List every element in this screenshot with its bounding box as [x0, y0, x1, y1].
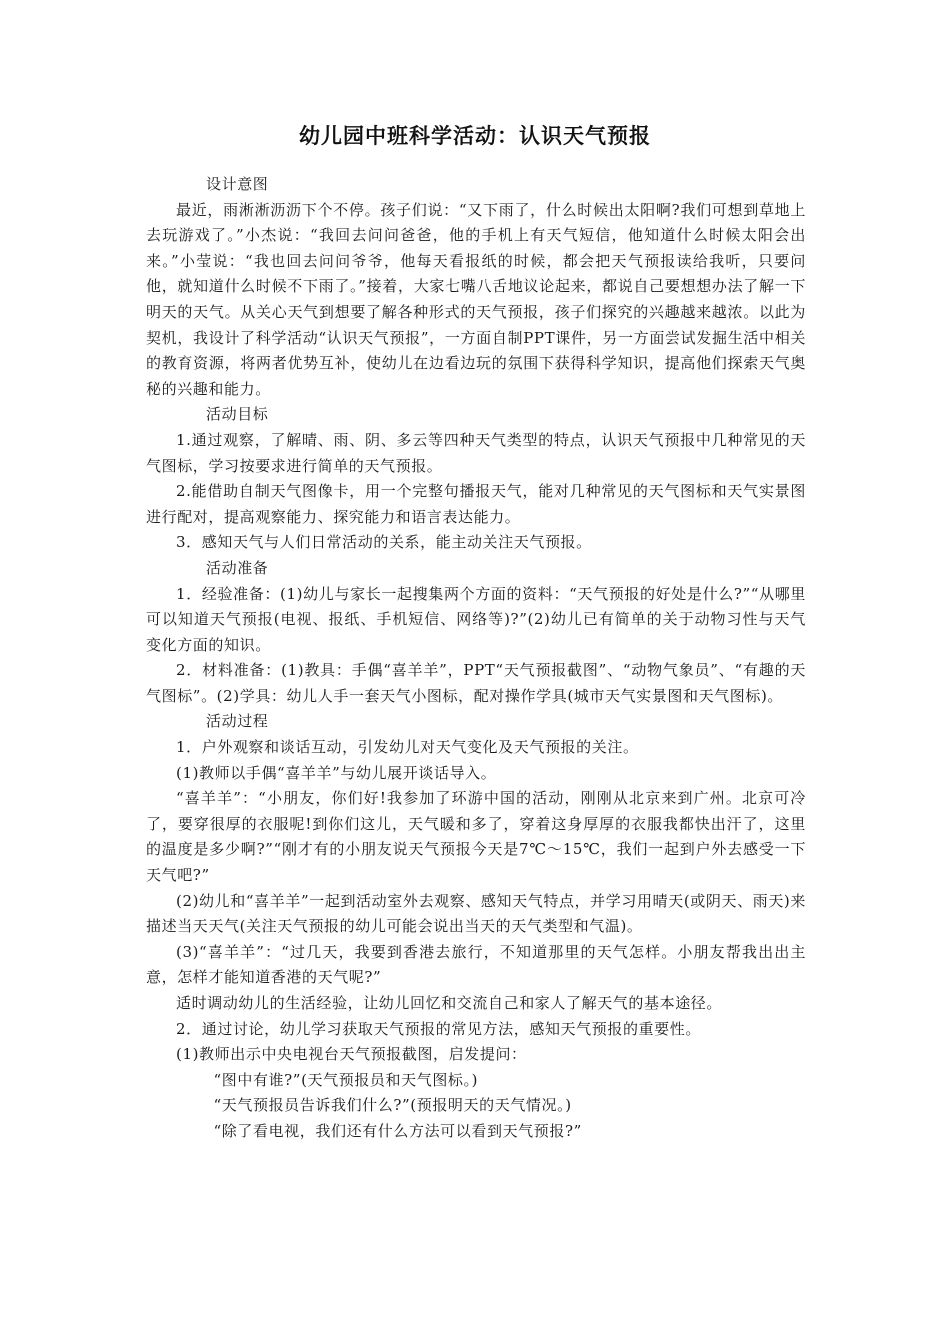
paragraph: “除了看电视，我们还有什么方法可以看到天气预报?” [213, 1121, 582, 1140]
section-heading: 活动目标 [206, 405, 269, 424]
paragraph: 适时调动幼儿的生活经验，让幼儿回忆和交流自己和家人了解天气的基本途径。 [176, 994, 723, 1012]
paragraph: “天气预报员告诉我们什么?”(预报明天的天气情况。) [213, 1096, 572, 1115]
paragraph: 1.通过观察，了解晴、雨、阴、多云等四种天气类型的特点，认识天气预报中几种常见的天气图标，学习按要求进行简单的天气预报。 [146, 430, 806, 475]
section-heading: 设计意图 [206, 175, 269, 193]
document-body [146, 172, 806, 1145]
paragraph: 1．户外观察和谈话互动，引发幼儿对天气变化及天气预报的关注。 [176, 738, 639, 757]
section-heading: 活动准备 [206, 558, 269, 577]
section-heading: 活动过程 [206, 712, 269, 731]
paragraph: “图中有谁?”(天气预报员和天气图标。) [213, 1070, 479, 1089]
paragraph: (1)教师以手偶“喜羊羊”与幼儿展开谈话导入。 [176, 763, 497, 782]
document-title: 幼儿园中班科学活动：认识天气预报 [299, 124, 651, 148]
paragraph: (1)教师出示中央电视台天气预报截图，启发提问： [176, 1045, 527, 1064]
paragraph: 最近，雨淅淅沥沥下个不停。孩子们说：“又下雨了，什么时候出太阳啊?我们可想到草地上去玩游戏了。”小杰说：“我回去问问爸爸，他的手机上有天气短信，他知道什么时候太阳会出来。”小莹说：“我也回去问问爷爷，他每天看报纸的时候，都会把天气预报读给我听，只要问他，就知道什么时候不下雨了。”接着，大家七嘴八舌地议论起来，都说自己要想想办法了解一下明天的天气。从关心天气到想要了解各种形式的天气预报，孩子们探究的兴趣越来越浓。以此为契机，我设计了科学活动“认识天气预报”，一方面自制PPT课件，另一方面尝试发掘生活中相关的教育资源，将两者优势互补，使幼儿在边看边玩的氛围下获得科学知识，提高他们探索天气奥秘的兴趣和能力。 [146, 200, 806, 398]
paragraph: 2．通过讨论，幼儿学习获取天气预报的常见方法，感知天气预报的重要性。 [176, 1019, 701, 1038]
paragraph: 2．材料准备：(1)教具：手偶“喜羊羊”，PPT“天气预报截图”、“动物气象员”、“有趣的天气图标”。(2)学具：幼儿人手一套天气小图标，配对操作学具(城市天气实景图和天气图标)。 [146, 661, 806, 705]
paragraph: (2)幼儿和“喜羊羊”一起到活动室外去观察、感知天气特点，并学习用晴天(或阴天、雨天)来描述当天天气(关注天气预报的幼儿可能会说出当天的天气类型和气温)。 [146, 891, 806, 936]
paragraph: 1．经验准备：(1)幼儿与家长一起搜集两个方面的资料：“天气预报的好处是什么?”“从哪里可以知道天气预报(电视、报纸、手机短信、网络等)?”(2)幼儿已有简单的关于动物习性与天气变化方面的知识。 [146, 584, 806, 654]
paragraph: 3．感知天气与人们日常活动的关系，能主动关注天气预报。 [176, 533, 592, 552]
paragraph: (3)“喜羊羊”：“过几天，我要到香港去旅行，不知道那里的天气怎样。小朋友帮我出出主意，怎样才能知道香港的天气呢?” [146, 942, 806, 987]
paragraph: “喜羊羊”：“小朋友，你们好!我参加了环游中国的活动，刚刚从北京来到广州。北京可冷了，要穿很厚的衣服呢!到你们这儿，天气暖和多了，穿着这身厚厚的衣服我都快出汗了，这里的温度是多少啊?”“刚才有的小朋友说天气预报今天是7℃～15℃，我们一起到户外去感受一下天气吧?” [146, 789, 806, 885]
paragraph: 2.能借助自制天气图像卡，用一个完整句播报天气，能对几种常见的天气图标和天气实景图进行配对，提高观察能力、探究能力和语言表达能力。 [146, 482, 806, 526]
